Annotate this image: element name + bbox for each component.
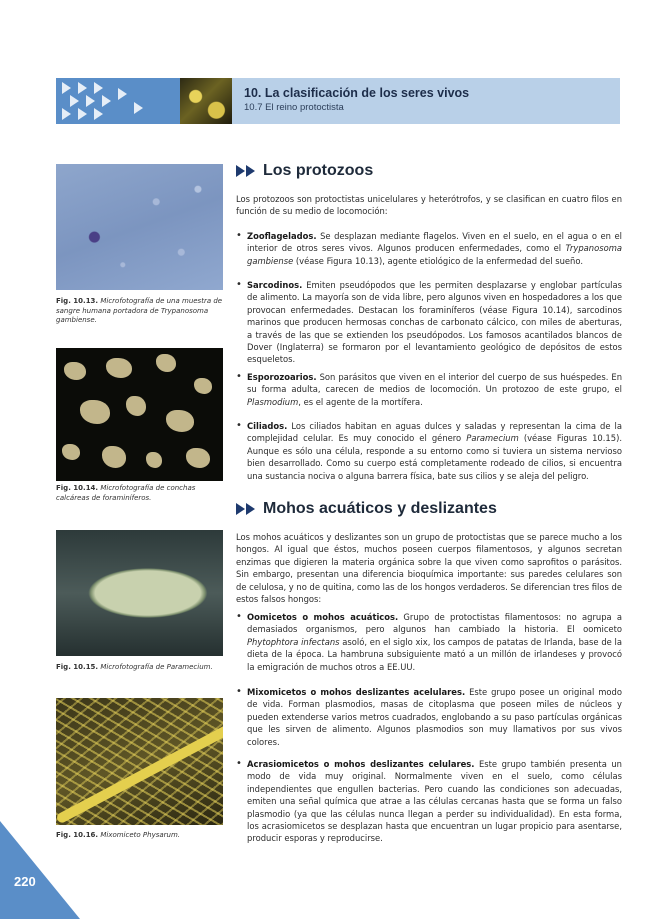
section-heading-mohos: Mohos acuáticos y deslizantes (236, 500, 497, 518)
figure-caption: Fig. 10.14. Microfotografía de conchas calcáreas de foraminíferos. (56, 484, 196, 502)
arrow-icon (236, 165, 245, 177)
list-item: • Oomicetos o mohos acuáticos. Grupo de protoctistas filamentosos: no agrupa a demasiados organismos, pero algunos han cambiado la historia. El oomiceto Phytophtora infectans asoló, en el siglo xix, los campos de patatas de Irlanda, base de la dieta de la época. La hambruna subsiguiente mató a un millón de irlandeses y provocó la emigración de muchos otros a EE.UU. (236, 611, 623, 672)
figure-physarum-image (56, 698, 223, 825)
figure-caption: Fig. 10.16. Mixomiceto Physarum. (56, 831, 181, 839)
header-band (232, 78, 620, 124)
list-item: • Ciliados. Los ciliados habitan en aguas dulces y saladas y representan la cima de la complejidad celular. Es muy conocido el género Paramecium (véase Figuras 10.15). Aunque es sólo una célula, responde a su entorno como si tuviera un sistema nervioso bien desarrollado. Como su cuerpo está completamente rodeado de cilios, si encuentra una sustancia nociva o alguna barrera física, bate sus cilios y se aleja del peligro. (236, 420, 623, 481)
arrow-icon (246, 165, 255, 177)
list-item: • Esporozoarios. Son parásitos que viven en el interior del cuerpo de sus huéspedes. En su forma adulta, carecen de medios de locomoción. Un protozoo de este grupo, el Plasmodium, es el agente de la mortífera. (236, 371, 622, 407)
figure-caption: Fig. 10.13. Microfotografía de una muestra de sangre humana portadora de Trypanosoma gambiense. (56, 297, 223, 325)
list-item: • Zooflagelados. Se desplazan mediante flagelos. Viven en el suelo, en el agua o en el interior de otros seres vivos. Algunos producen enfermedades, como el Trypanosoma gambiense (véase Figura 10.13), agente etiológico de la enfermedad del sueño. (236, 230, 622, 266)
list-item: • Mixomicetos o mohos deslizantes acelulares. Este grupo posee un original modo de vida. Forman plasmodios, masas de citoplasma que poseen miles de núcleos y pueden extenderse varios metros cuadrados, englobando a su paso partículas orgánicas que les sirven de alimento. Algunos plasmodios son muy llamativos por sus vivos colores. (236, 686, 622, 747)
section-heading-protozoos: Los protozoos (236, 162, 373, 180)
arrow-icon (246, 503, 255, 515)
figure-foraminifera-image (56, 348, 223, 481)
figure-trypanosoma-image (56, 164, 223, 290)
page-corner-decoration (0, 821, 80, 919)
header-decoration (56, 78, 232, 124)
intro-paragraph: Los mohos acuáticos y deslizantes son un grupo de protoctistas que se parece mucho a los hongos. Al igual que éstos, muchos poseen cuerpos filamentosos, y algunos secretan enzimas que digieren la materia orgánica sobre la que viven como saprofitos o parásitos. Sin embargo, presentan una diferencia bioquímica importante: sus paredes celulares son de celulosa, y no de quitina, como las de los hongos verdaderos. Se diferencian tres filos de estos falsos hongos: (236, 532, 622, 605)
list-item: • Acrasiomicetos o mohos deslizantes celulares. Este grupo también presenta un modo de vida muy original. Normalmente viven en el suelo, como células independientes que engullen bacterias. Pero cuando las condiciones son adecuadas, emiten una señal química que atrae a las células cercanas hasta que se forma un falso plasmodio (ya que las células nunca llegan a perder su individualidad). En esta forma, los acrasiomicetos se desplazan hasta que encuentran un lugar propicio para asentarse, producir esporas y reproducirse. (236, 758, 622, 844)
figure-paramecium-image (56, 530, 223, 656)
header-photo (180, 78, 232, 124)
arrow-icon (236, 503, 245, 515)
figure-caption: Fig. 10.15. Microfotografía de Paramecium. (56, 663, 213, 671)
section-subtitle: 10.7 El reino protoctista (244, 102, 344, 113)
page-number: 220 (14, 874, 36, 889)
intro-paragraph: Los protozoos son protoctistas unicelulares y heterótrofos, y se clasifican en cuatro filos en función de su medio de locomoción: (236, 194, 622, 217)
chapter-title: 10. La clasificación de los seres vivos (244, 86, 470, 100)
list-item: • Sarcodinos. Emiten pseudópodos que les permiten desplazarse y englobar partículas de alimento. La mayoría son de vida libre, pero algunos viven en hospedadores a los que provocan enfermedades. Destacan los foraminíferos (véase Figura 10.14), sarcodinos marinos que producen hermosas conchas de carbonato cálcico, con miles de aberturas, a través de las que se extienden los pseudópodos. Los famosos acantilados blancos de Dover (Inglaterra) se formaron por el levantamiento geológico de depósitos de estos esqueletos. (236, 279, 622, 365)
